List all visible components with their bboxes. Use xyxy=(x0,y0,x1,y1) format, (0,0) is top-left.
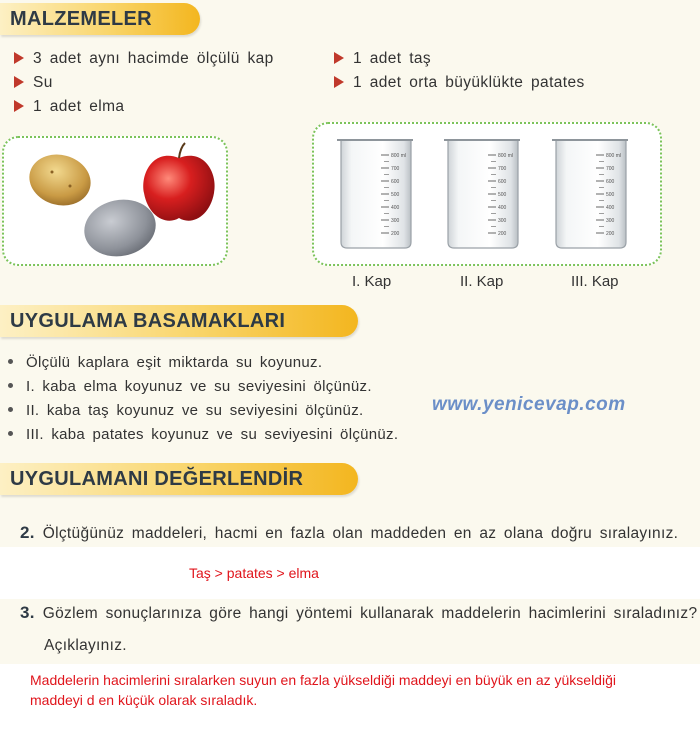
question-3 xyxy=(20,603,697,623)
objects-illustration xyxy=(4,138,226,264)
beaker-scale-label: 700 xyxy=(606,166,615,172)
beaker-scale-label: 700 xyxy=(391,166,400,172)
bullet-dot-icon xyxy=(8,383,13,388)
beaker-scale-label: 200 xyxy=(498,231,507,237)
question-text: Ölçtüğünüz maddeleri, hacmi en fazla olan maddeden en az olana doğru sıralayınız. xyxy=(42,525,679,542)
beaker-label-1: I. Kap xyxy=(352,273,392,290)
beaker-scale-label: 300 xyxy=(498,218,507,224)
triangle-bullet-icon xyxy=(334,52,344,64)
beaker-scale-label: 600 xyxy=(391,179,400,185)
triangle-bullet-icon xyxy=(14,52,24,64)
beaker-scale-label: 500 xyxy=(606,192,615,198)
beaker-scale-label: 200 xyxy=(391,231,400,237)
material-item: 1 adet taş xyxy=(334,50,431,68)
beaker-scale-label: 500 xyxy=(391,192,400,198)
answer-2: Taş > patates > elma xyxy=(189,565,319,581)
bullet-dot-icon xyxy=(8,359,13,364)
material-item: 3 adet aynı hacimde ölçülü kap xyxy=(14,50,274,68)
beaker-icon xyxy=(552,140,628,248)
beaker-scale-label: 600 xyxy=(498,179,507,185)
materials-title: MALZEMELER xyxy=(10,8,152,30)
evaluate-title: UYGULAMANI DEĞERLENDİR xyxy=(10,468,304,490)
step-item: III. kaba patates koyunuz ve su seviyesini ölçünüz. xyxy=(8,426,398,443)
question-3-line2: Açıklayınız. xyxy=(44,637,127,654)
beaker-scale-label: 300 xyxy=(391,218,400,224)
bullet-dot-icon xyxy=(8,431,13,436)
question-number: 2. xyxy=(20,523,35,542)
beaker-icon xyxy=(337,140,413,248)
beaker-label-3: III. Kap xyxy=(571,273,619,290)
step-item: Ölçülü kaplara eşit miktarda su koyunuz. xyxy=(8,354,322,371)
step-item: I. kaba elma koyunuz ve su seviyesini ölçünüz. xyxy=(8,378,372,395)
bullet-dot-icon xyxy=(8,407,13,412)
question-text: Gözlem sonuçlarınıza göre hangi yöntemi kullanarak maddelerin hacimlerini sıraladınız? xyxy=(42,605,698,622)
beaker-scale-label: 800 ml xyxy=(498,153,514,159)
answer-3-line1: Maddelerin hacimlerini sıralarken suyun en fazla yükseldiği maddeyi en büyük en az yükseldiği xyxy=(30,672,616,688)
beaker-scale-label: 400 xyxy=(606,205,615,211)
question-2 xyxy=(20,523,678,543)
objects-image-box xyxy=(2,136,228,266)
steps-title: UYGULAMA BASAMAKLARI xyxy=(10,310,286,332)
step-item: II. kaba taş koyunuz ve su seviyesini ölçünüz. xyxy=(8,402,363,419)
beaker-scale-label: 200 xyxy=(606,231,615,237)
beaker-icon xyxy=(444,140,520,248)
beaker-scale-label: 300 xyxy=(606,218,615,224)
beaker-scale-label: 800 ml xyxy=(606,153,622,159)
beakers-illustration xyxy=(314,124,660,264)
materials-header xyxy=(0,3,200,35)
watermark: www.yenicevap.com xyxy=(432,394,626,415)
beaker-scale-label: 500 xyxy=(498,192,507,198)
evaluate-header xyxy=(0,463,358,495)
material-item: 1 adet elma xyxy=(14,98,124,116)
triangle-bullet-icon xyxy=(14,100,24,112)
material-item: Su xyxy=(14,74,53,92)
apple-icon xyxy=(143,143,214,221)
material-item: 1 adet orta büyüklükte patates xyxy=(334,74,585,92)
beakers-image-box xyxy=(312,122,662,266)
answer-3-line2: maddeyi d en küçük olarak sıraladık. xyxy=(30,692,258,708)
potato-icon xyxy=(24,148,97,212)
question-number: 3. xyxy=(20,603,35,622)
beaker-scale-label: 600 xyxy=(606,179,615,185)
beaker-scale-label: 800 ml xyxy=(391,153,407,159)
answer-band-2 xyxy=(0,547,700,599)
beaker-label-2: II. Kap xyxy=(460,273,504,290)
steps-header xyxy=(0,305,358,337)
beaker-scale-label: 400 xyxy=(498,205,507,211)
beaker-scale-label: 700 xyxy=(498,166,507,172)
triangle-bullet-icon xyxy=(14,76,24,88)
triangle-bullet-icon xyxy=(334,76,344,88)
beaker-scale-label: 400 xyxy=(391,205,400,211)
